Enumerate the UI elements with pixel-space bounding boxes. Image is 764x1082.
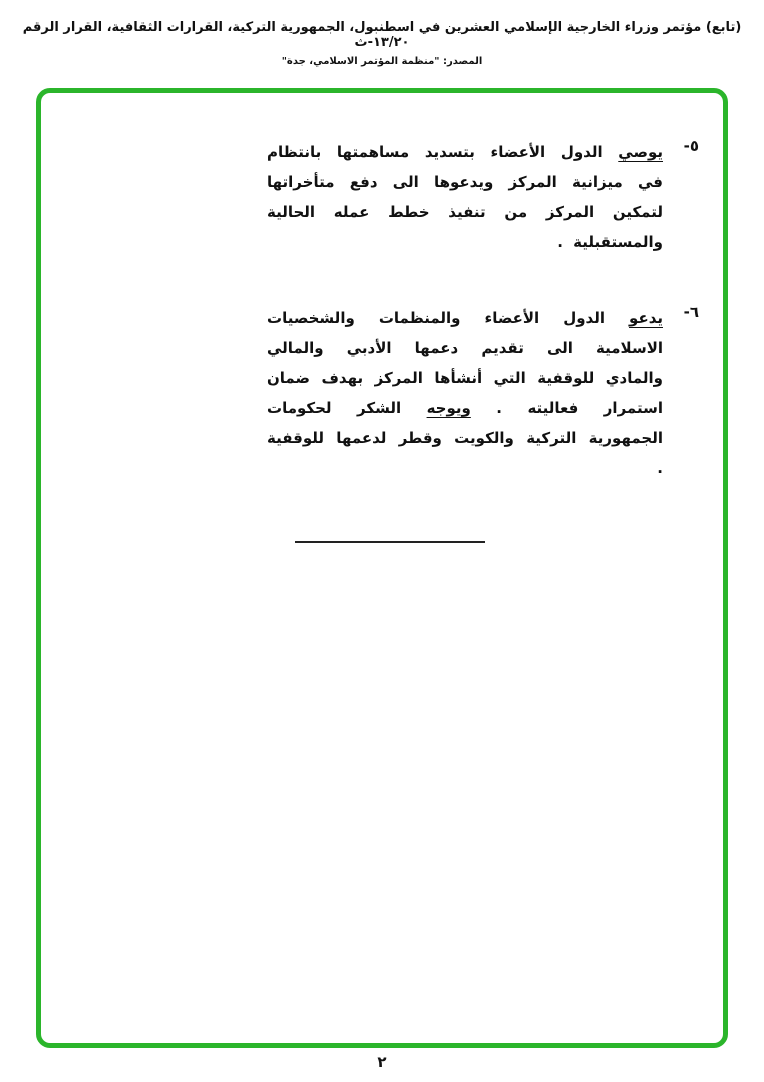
paragraph-text: الدول الأعضاء والمنظمات والشخصيات الاسلامية الى تقديم دعمها الأدبي والمالي والمادي للوقفية التي أنشأها المركز بهدف ضمان استمرار فعاليته .	[267, 309, 663, 417]
paragraph-text: الدول الأعضاء بتسديد مساهمتها بانتظام في ميزانية المركز ويدعوها الى دفع متأخراتها لتمكين المركز من تنفيذ خطط عمله الحالية والمستقبلية .	[267, 143, 663, 251]
resolution-item-5	[81, 137, 699, 257]
item-number: ٦-	[683, 303, 699, 321]
header-title: (تابع) مؤتمر وزراء الخارجية الإسلامي العشرين في اسطنبول، الجمهورية التركية، القرارات الثقافية، القرار الرقم ١٣/٢٠-ث	[22, 20, 742, 50]
resolution-item-6	[81, 303, 699, 483]
green-border-frame	[36, 88, 728, 1048]
horizontal-divider	[295, 541, 485, 543]
underlined-word: ويوجه	[426, 399, 471, 417]
underlined-word: يدعو	[629, 309, 663, 327]
paragraph-text: الشكر لحكومات الجمهورية التركية والكويت وقطر لدعمها للوقفية .	[267, 399, 663, 477]
item-number: ٥-	[683, 137, 699, 155]
header-source: المصدر: "منظمة المؤتمر الاسلامي، جدة"	[281, 56, 483, 67]
item-text	[267, 303, 663, 483]
underlined-word: يوصي	[618, 143, 663, 161]
document-header	[0, 20, 764, 67]
item-text	[267, 137, 663, 257]
page-number: ٢	[377, 1053, 387, 1071]
document-body	[41, 93, 723, 543]
